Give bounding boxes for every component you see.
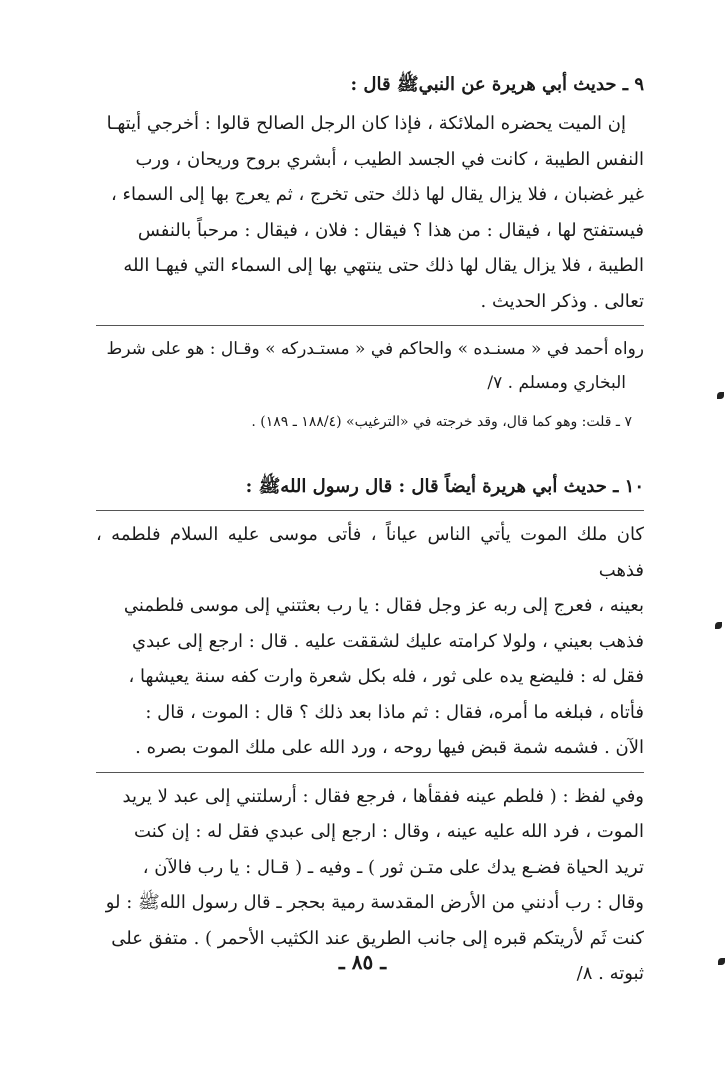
text-line: كان ملك الموت يأتي الناس عياناً ، فأتى موسى عليه السلام فلطمه ، فذهب <box>96 524 644 581</box>
text-line: فأتاه ، فبلغه ما أمره، فقال : ثم ماذا بعد ذلك ؟ قال : الموت ، قال : <box>145 701 644 723</box>
text-line: إن الميت يحضره الملائكة ، فإذا كان الرجل الصالح قالوا : أخرجي أيتهـا <box>106 113 626 134</box>
hadith-9-source <box>96 332 644 400</box>
text-line: وفي لفظ : ( فلطم عينه ففقأها ، فرجع فقال : أرسلتني إلى عبد لا يريد <box>122 785 644 807</box>
source-line: البخاري ومسلم . ٧/ <box>487 373 626 393</box>
divider <box>96 325 644 326</box>
footnote-7: ٧ ـ قلت: وهو كما قال، وقد خرجته في «الترغيب» (١٨٨/٤ ـ ١٨٩) . <box>251 414 632 430</box>
text-line: بعينه ، فعرج إلى ربه عز وجل فقال : يا رب بعثتني إلى موسى فلطمني <box>123 595 644 616</box>
text-line: غير غضبان ، فلا يزال يقال لها ذلك حتى تخرج ، ثم يعرج بها إلى السماء ، <box>110 184 644 205</box>
page-body <box>96 68 644 992</box>
scan-mark <box>718 958 725 965</box>
text-line: تريد الحياة فضـع يدك على متـن ثور ) ـ وفيه ـ ( قـال : يا رب فالآن ، <box>142 856 644 878</box>
text-line: فذهب بعيني ، ولولا كرامته عليك لشققت عليه . قال : ارجع إلى عبدي <box>132 630 644 652</box>
divider <box>96 772 644 773</box>
hadith-9-heading: ٩ ـ حديث أبي هريرة عن النبيﷺ قال : <box>350 74 644 95</box>
text-line: الموت ، فرد الله عليه عينه ، وقال : ارجع إلى عبدي فقل له : إن كنت <box>134 821 644 842</box>
text-line: فيستفتح لها ، فيقال : من هذا ؟ فيقال : فلان ، فيقال : مرحباً بالنفس <box>137 219 644 241</box>
text-line: فقل له : فليضع يده على ثور ، فله بكل شعرة وارت كفه سنة يعيشها ، <box>128 666 644 687</box>
text-line: الآن . فشمه شمة قبض فيها روحه ، ورد الله على ملك الموت بصره . <box>135 737 644 758</box>
text-line: الطيبة ، فلا يزال يقال لها ذلك حتى ينتهي بها إلى السماء التي فيهـا الله <box>123 255 644 276</box>
text-line: كنت ثَم لأريتكم قبره إلى جانب الطريق عند الكثيب الأحمر ) . متفق على <box>111 927 644 949</box>
hadith-9-text <box>96 106 644 319</box>
text-line: النفس الطيبة ، كانت في الجسد الطيب ، أبشري بروح وريحان ، ورب <box>135 148 644 170</box>
text-line: تعالى . وذكر الحديث . <box>480 290 644 312</box>
hadith-10-text <box>96 517 644 766</box>
text-line: وقال : رب أدنني من الأرض المقدسة رمية بحجر ـ قال رسول اللهﷺ : لو <box>105 892 644 913</box>
page-number: ـ ٨٥ ـ <box>338 950 387 974</box>
scan-mark <box>717 392 724 399</box>
divider <box>96 510 644 511</box>
text-line: ثبوته . ٨/ <box>576 963 644 984</box>
source-line: رواه أحمد في « مسنـده » والحاكم في « مستـدركه » وقـال : هو على شرط <box>106 339 644 359</box>
hadith-10-heading: ١٠ ـ حديث أبي هريرة أيضاً قال : قال رسول اللهﷺ : <box>245 476 644 497</box>
scan-mark <box>715 622 722 629</box>
